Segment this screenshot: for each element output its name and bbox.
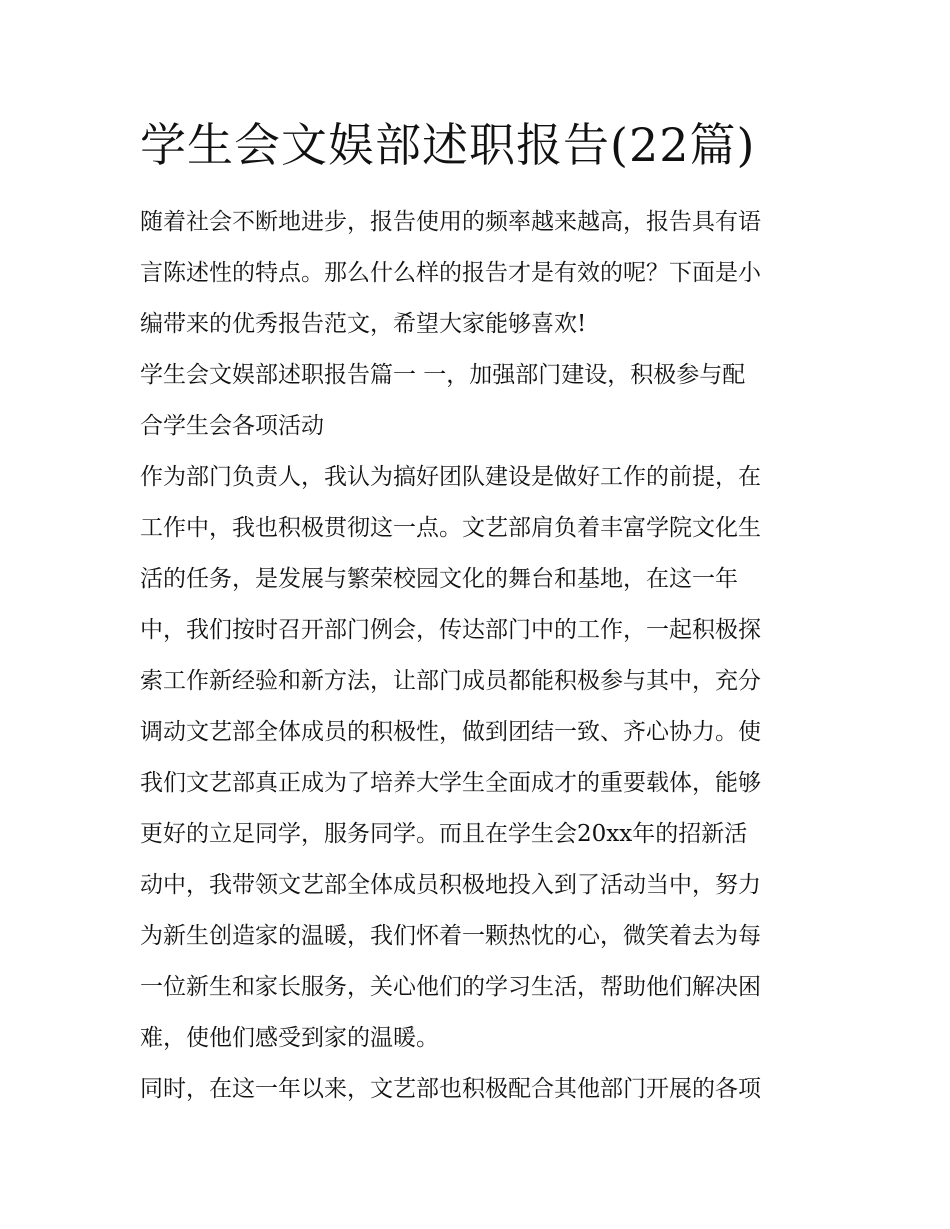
document-title: 学生会文娱部述职报告(22篇) [140, 118, 756, 172]
body-line: 难，使他们感受到家的温暖。 [140, 1025, 439, 1051]
body-line: 中，我们按时召开部门例会，传达部门中的工作，一起积极探 [140, 617, 761, 643]
body-line: 随着社会不断地进步，报告使用的频率越来越高，报告具有语 [140, 209, 761, 235]
body-line: 动中，我带领文艺部全体成员积极地投入到了活动当中，努力 [140, 872, 761, 898]
body-line: 一位新生和家长服务，关心他们的学习生活，帮助他们解决困 [140, 974, 761, 1000]
body-line: 言陈述性的特点。那么什么样的报告才是有效的呢？下面是小 [140, 260, 761, 286]
body-line: 调动文艺部全体成员的积极性，做到团结一致、齐心协力。使 [140, 719, 761, 745]
body-line: 编带来的优秀报告范文，希望大家能够喜欢! [140, 311, 587, 337]
body-line: 我们文艺部真正成为了培养大学生全面成才的重要载体，能够 [140, 770, 761, 796]
body-line: 作为部门负责人，我认为搞好团队建设是做好工作的前提，在 [140, 464, 761, 490]
body-line: 更好的立足同学，服务同学。而且在学生会20xx年的招新活 [140, 821, 748, 847]
body-line: 索工作新经验和新方法，让部门成员都能积极参与其中，充分 [140, 668, 761, 694]
section-heading-line: 学生会文娱部述职报告篇一 一，加强部门建设，积极参与配 [140, 362, 746, 388]
section-heading-line: 合学生会各项活动 [140, 413, 324, 439]
body-line: 为新生创造家的温暖，我们怀着一颗热忱的心，微笑着去为每 [140, 923, 761, 949]
body-line: 活的任务，是发展与繁荣校园文化的舞台和基地，在这一年 [140, 566, 738, 592]
body-line: 工作中，我也积极贯彻这一点。文艺部肩负着丰富学院文化生 [140, 515, 761, 541]
body-line: 同时，在这一年以来，文艺部也积极配合其他部门开展的各项 [140, 1076, 761, 1102]
